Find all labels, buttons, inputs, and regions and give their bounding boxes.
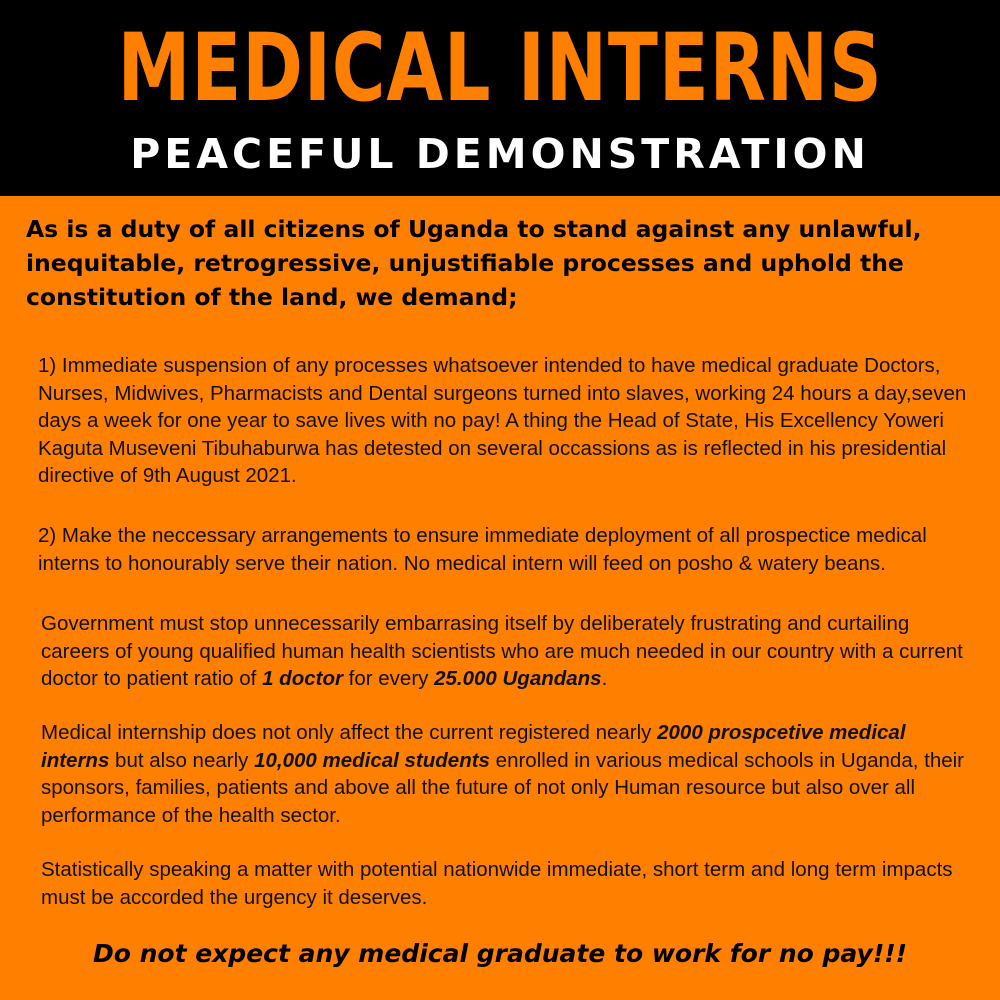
poster-title: MEDICAL INTERNS <box>117 14 883 123</box>
statistics-paragraph: Statistically speaking a matter with potential nationwide immediate, short term and long term impacts must be accorded the urgency it deserves. <box>41 858 953 909</box>
students-count-emphasis: 10,000 medical students <box>254 748 490 772</box>
demand-2: 2) Make the neccessary arrangements to ensure immediate deployment of all prospectice medical interns to honourably serve their nation. No medical intern will feed on posho & watery beans. <box>38 524 927 575</box>
poster-subtitle: PEACEFUL DEMONSTRATION <box>130 130 870 178</box>
internship-text-middle: but also nearly <box>109 748 255 772</box>
internship-paragraph <box>41 719 976 829</box>
doctor-count-emphasis: 1 doctor <box>262 667 343 690</box>
government-text-before: Government must stop unnecessarily embarrasing itself by deliberately frustrating and curtailing careers of young qualified human health scientists who are much needed in our country with a current doctor to patient ratio of <box>41 612 963 690</box>
demand-1: 1) Immediate suspension of any processes whatsoever intended to have medical graduate Doctors, Nurses, Midwives, Pharmacists and Dental surgeons turned into slaves, working 24 hours a day,seven days a week for one year to save lives with no pay! A thing the Head of State, His Excellency Yoweri Kaguta Museveni Tibuhaburwa has detested on several occassions as is reflected in his presidential directive of 9th August 2021. <box>38 354 967 487</box>
internship-text-after: enrolled in various medical schools in Uganda, their sponsors, families, patients and above all the future of not only Human resource but also over all performance of the health sector. <box>41 748 965 827</box>
government-text-after: . <box>601 667 608 690</box>
government-text-middle: for every <box>342 667 435 690</box>
population-emphasis: 25.000 Ugandans <box>434 667 602 690</box>
closing-statement: Do not expect any medical graduate to work for no pay!!! <box>92 939 908 968</box>
header-banner <box>0 0 1000 196</box>
government-paragraph <box>41 610 976 693</box>
intro-statement: As is a duty of all citizens of Uganda to stand against any unlawful, inequitable, retrogressive, unjustifiable processes and uphold the constitution of the land, we demand; <box>26 215 922 311</box>
interns-count-emphasis: 2000 prospcetive medical interns <box>41 721 906 772</box>
internship-text-before: Medical internship does not only affect the current registered nearly <box>41 721 658 744</box>
